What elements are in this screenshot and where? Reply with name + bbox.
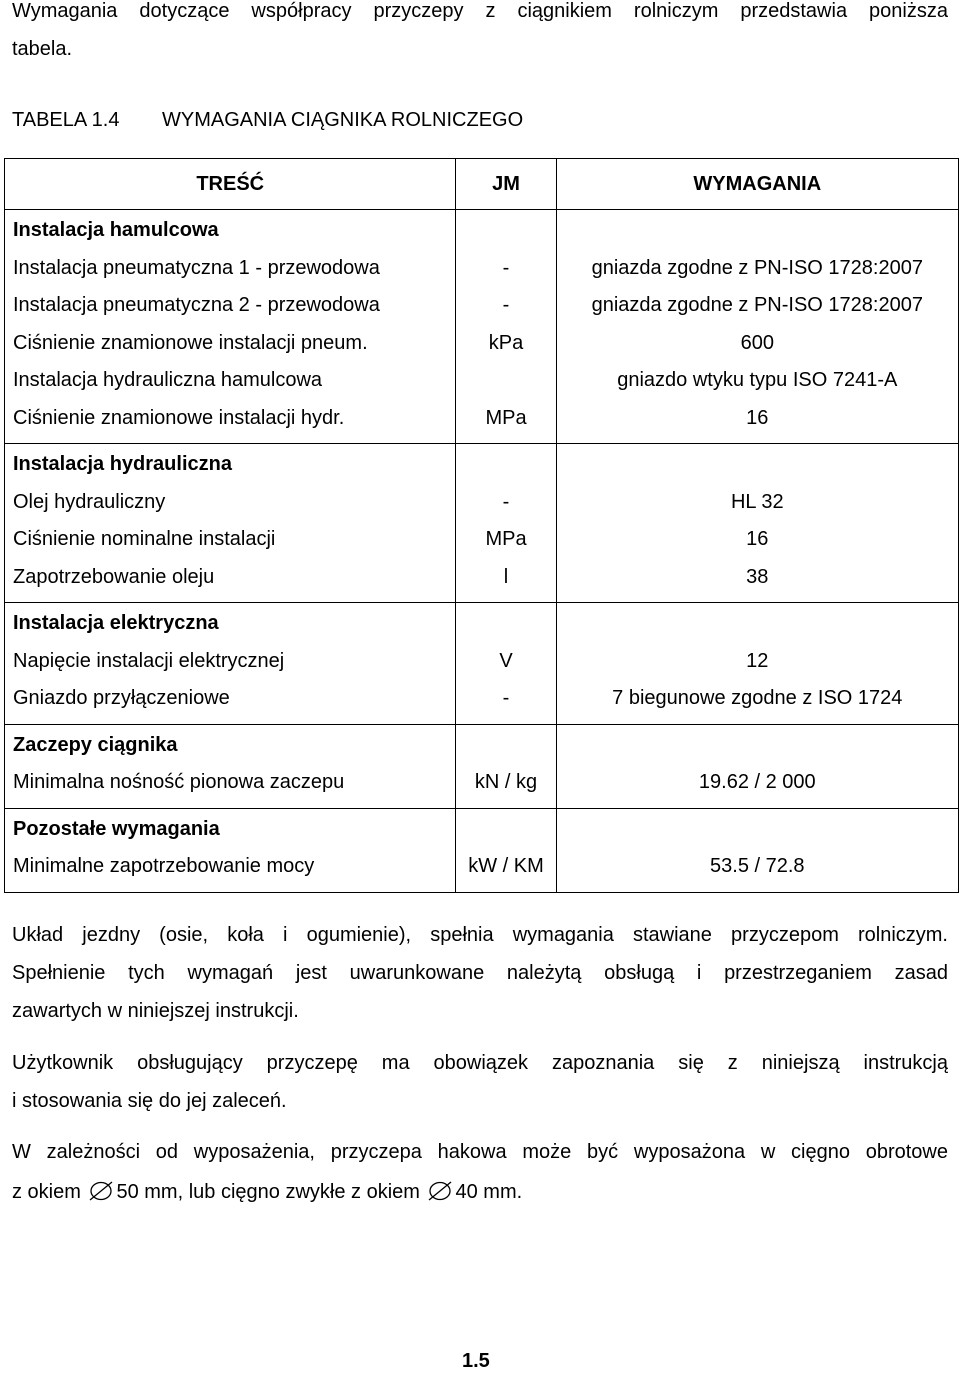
diameter-icon (88, 1181, 114, 1201)
section-content-cell (5, 603, 456, 725)
section-title: Instalacja hamulcowa (13, 219, 219, 241)
paragraph-4-line-2 (12, 1177, 522, 1207)
section-requirement-cell (556, 808, 958, 892)
header-unit: JM (456, 159, 556, 210)
row-requirement: gniazda zgodne z PN-ISO 1728:2007 (591, 256, 923, 279)
section-title: Instalacja elektryczna (13, 612, 219, 634)
table-header-row (5, 159, 959, 210)
row-requirement: gniazdo wtyku typu ISO 7241-A (617, 369, 898, 391)
intro-line-1: Wymagania dotyczące współpracy przyczepy z ciągnikiem rolniczym przedstawia poniższa (12, 0, 948, 22)
row-unit (456, 362, 555, 400)
intro-line-2: tabela. (12, 38, 73, 60)
row-content: Minimalna nośność pionowa zaczepu (13, 771, 345, 793)
row-unit: - (502, 256, 510, 279)
row-content: Olej hydrauliczny (13, 490, 166, 513)
table-section (5, 603, 959, 725)
table-section (5, 724, 959, 808)
paragraph-2-line-1: Spełnienie tych wymagań jest uwarunkowane należytą obsługą i przestrzeganiem zasad (12, 962, 948, 984)
row-unit: MPa (485, 528, 527, 550)
row-content: Ciśnienie znamionowe instalacji pneum. (13, 331, 368, 354)
section-requirement-cell (556, 603, 958, 725)
row-content: Ciśnienie znamionowe instalacji hydr. (13, 406, 345, 429)
paragraph-1: Układ jezdny (osie, koła i ogumienie), spełnia wymagania stawiane przyczepom rolniczym. (12, 924, 948, 946)
row-content: Zapotrzebowanie oleju (13, 565, 215, 588)
diameter-icon (427, 1181, 453, 1201)
table-number: TABELA 1.4 (12, 109, 120, 131)
row-content: Instalacja pneumatyczna 2 - przewodowa (13, 294, 380, 316)
row-requirement: 7 biegunowe zgodne z ISO 1724 (612, 687, 903, 709)
row-content: Gniazdo przyłączeniowe (13, 687, 230, 709)
row-unit: - (502, 687, 510, 709)
paragraph-3-line-2: i stosowania się do jej zaleceń. (12, 1090, 287, 1112)
paragraph-3-line-1: Użytkownik obsługujący przyczepę ma obowiązek zapoznania się z niniejszą instrukcją (12, 1052, 948, 1074)
row-requirement: 19.62 / 2 000 (698, 771, 816, 793)
row-unit: - (502, 490, 510, 513)
section-unit-cell (456, 210, 556, 444)
section-title: Pozostałe wymagania (13, 817, 220, 840)
section-content-cell (5, 724, 456, 808)
row-unit: kW / KM (468, 855, 544, 877)
row-unit: kPa (488, 331, 524, 354)
section-requirement-cell (556, 444, 958, 603)
section-unit-cell (456, 603, 556, 725)
header-requirement: WYMAGANIA (556, 159, 958, 210)
row-content: Ciśnienie nominalne instalacji (13, 528, 276, 550)
section-title: Instalacja hydrauliczna (13, 453, 232, 475)
row-content: Minimalne zapotrzebowanie mocy (13, 855, 315, 877)
row-unit: kN / kg (474, 771, 538, 793)
section-unit-cell (456, 808, 556, 892)
header-content: TREŚĆ (5, 159, 456, 210)
section-requirement-cell (556, 210, 958, 444)
row-unit: V (499, 649, 513, 672)
section-content-cell (5, 808, 456, 892)
section-unit-cell (456, 724, 556, 808)
section-title: Zaczepy ciągnika (13, 733, 178, 756)
row-content: Napięcie instalacji elektrycznej (13, 649, 285, 672)
p4-text-b: 50 mm, lub cięgno zwykłe z okiem (116, 1181, 420, 1203)
row-requirement: 16 (746, 528, 769, 550)
row-requirement: 38 (746, 565, 769, 588)
paragraph-4-line-1: W zależności od wyposażenia, przyczepa hakowa może być wyposażona w cięgno obrotowe (12, 1141, 948, 1163)
row-requirement: 600 (740, 331, 774, 354)
row-unit: - (502, 294, 510, 316)
section-unit-cell (456, 444, 556, 603)
table-title-text: WYMAGANIA CIĄGNIKA ROLNICZEGO (162, 109, 524, 131)
page-number: 1.5 (462, 1350, 490, 1372)
row-requirement: 16 (746, 406, 769, 429)
p4-text-a: z okiem (12, 1181, 81, 1203)
row-content: Instalacja pneumatyczna 1 - przewodowa (13, 256, 380, 279)
section-content-cell (5, 210, 456, 444)
p4-text-c: 40 mm. (455, 1181, 523, 1203)
table-section (5, 444, 959, 603)
section-requirement-cell (556, 724, 958, 808)
table-section (5, 210, 959, 444)
row-requirement: 12 (746, 649, 769, 672)
section-content-cell (5, 444, 456, 603)
row-requirement: 53.5 / 72.8 (710, 855, 805, 877)
row-requirement: HL 32 (730, 490, 784, 513)
row-unit: MPa (485, 406, 527, 429)
row-content: Instalacja hydrauliczna hamulcowa (13, 369, 323, 391)
row-unit: l (503, 565, 509, 588)
paragraph-2-line-2: zawartych w niniejszej instrukcji. (12, 1000, 299, 1022)
row-requirement: gniazda zgodne z PN-ISO 1728:2007 (591, 294, 923, 316)
requirements-table (4, 158, 959, 893)
table-section (5, 808, 959, 892)
table-title (12, 105, 523, 135)
